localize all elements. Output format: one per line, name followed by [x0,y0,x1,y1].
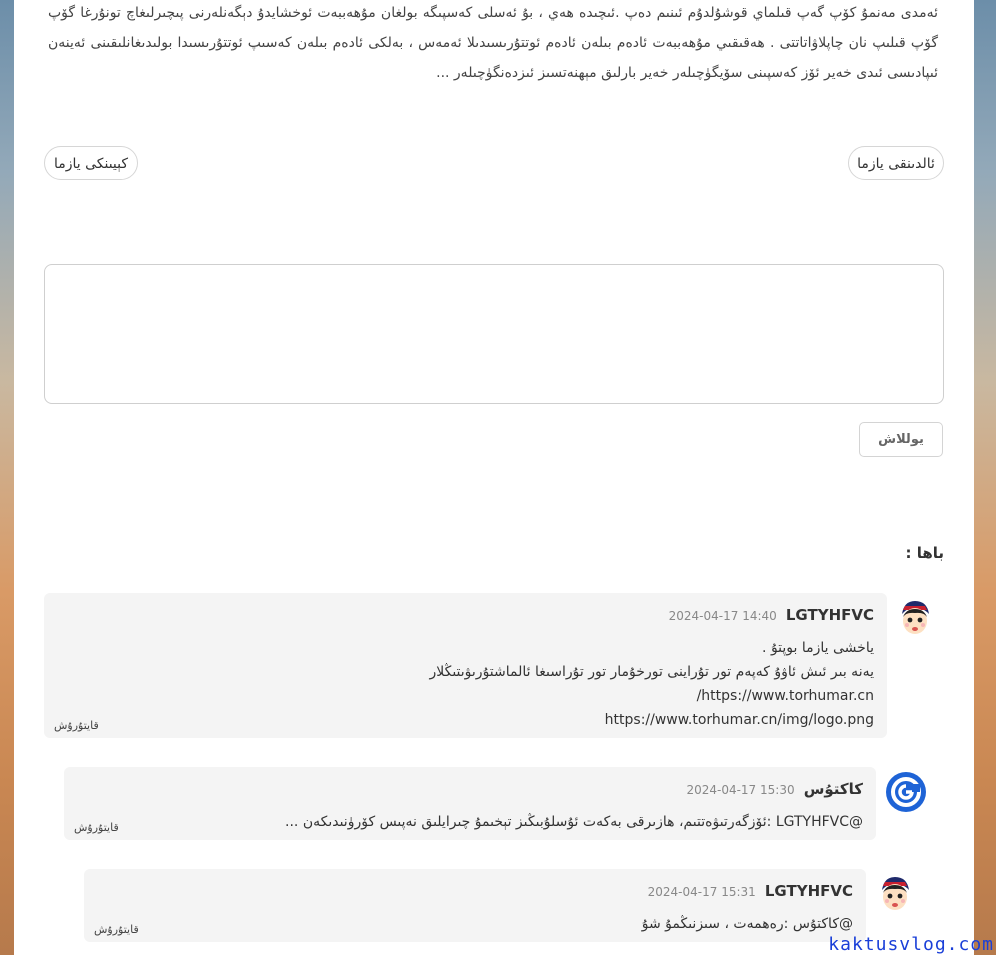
comment-item [64,767,876,840]
reply-link[interactable]: قايتۇرۇش [94,923,139,936]
comment-line: @LGTYHFVC :ئۆزگەرتىۋەتتىم، ھازىرقى بەكەت ئۇسلۇبىڭىز تېخىمۇ چىرايلىق نەپىس كۆرۈنىدىكەن ... [285,814,863,830]
reply-link[interactable]: قايتۇرۇش [74,821,119,834]
comment-line: يەنە بىر ئىش ئاۋۇ كەپەم تور تۇراينى تورخۇمار تور تۇراسىغا ئالماشتۇرىۋىتىڭلار [429,664,874,680]
comment-date: 2024-04-17 15:30 [686,783,795,797]
content-panel [14,0,974,955]
comment-text [429,636,874,732]
comments-heading: باھا : [905,544,944,562]
comment-text [642,912,853,936]
comment-date: 2024-04-17 14:40 [668,609,777,623]
site-logo-avatar [885,771,927,813]
previous-post-label: ئالدىنقى يازما [857,156,935,172]
previous-post-button[interactable] [848,146,944,180]
comment-meta [686,779,863,798]
submit-comment-button[interactable]: يوللاش [859,422,943,457]
comment-author[interactable]: LGTYHFVC [764,882,853,900]
comment-author[interactable]: LGTYHFVC [785,606,874,624]
cartoon-boy-avatar [874,873,916,915]
comment-item [84,869,866,942]
comment-input[interactable] [44,264,944,404]
comment-meta [669,605,874,624]
comment-author[interactable]: كاكتۇس [803,780,863,798]
comment-meta [648,881,853,900]
reply-link[interactable]: قايتۇرۇش [54,719,99,732]
article-body [48,0,938,88]
comment-text [285,810,863,834]
comment-line: ياخشى يازما بوپتۇ . [762,640,874,656]
comment-item [44,593,887,738]
site-watermark: kaktusvlog.com [828,934,994,955]
article-paragraph: ئەمدى مەنمۇ كۆپ گەپ قىلماي قوشۇلدۇم ئىنىم دەپ .ئىچىدە ھەي ، بۇ ئەسلى كەسپىگە بولغان مۇھەببەت ئوخشايدۇ دېگەنلەرنى پىچىرلىغاچ تونۇرغا گۆپ گۆپ قىلىپ نان چاپلاۋاتاتتى . ھەقىقىي مۇھەببەت ئادەم بىلەن ئادەم ئوتتۇرىسىدىلا ئەمەس ، بەلكى ئادەم بىلەن كەسىپ ئوتتۇرىسىدا بولىدىغانلىقىنى ئەينەن ئىپادىسى ئىدى خەير ئۆز كەسپىنى سۆيگۈچىلەر خەير بارلىق مېھنەتسىز ئىزدەنگۈچىلەر ... [48,5,938,81]
next-post-label: كېيىنكى يازما [53,156,129,172]
comment-date: 2024-04-17 15:31 [647,885,756,899]
comment-line: @كاكتۇس :رەھمەت ، سىزنىڭمۇ شۇ [641,916,853,932]
comment-link[interactable]: https://www.torhumar.cn/ [696,688,874,704]
cartoon-boy-avatar [894,597,936,639]
comment-link[interactable]: https://www.torhumar.cn/img/logo.png [604,712,874,728]
next-post-button[interactable] [44,146,138,180]
